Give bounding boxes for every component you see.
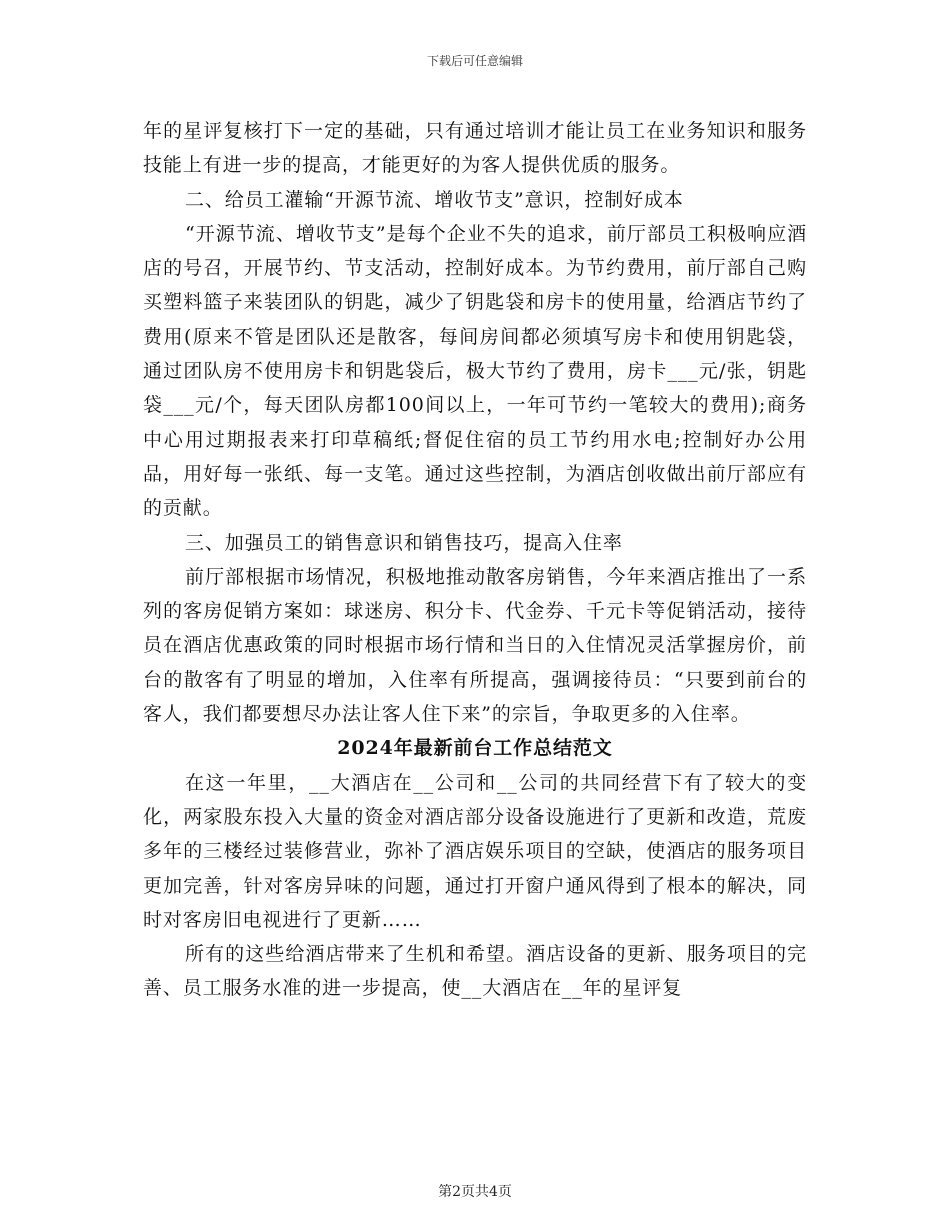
paragraph-continuation: 年的星评复核打下一定的基础，只有通过培训才能让员工在业务知识和服务技能上有进一步的提高，才能更好的为客人提供优质的服务。	[143, 120, 807, 177]
section-heading-3: 三、加强员工的销售意识和销售技巧，提高入住率	[185, 531, 623, 554]
paragraph-cost-control: “开源节流、增收节支”是每个企业不失的追求，前厅部员工积极响应酒店的号召，开展节约、节支活动，控制好成本。为节约费用，前厅部自己购买塑料篮子来装团队的钥匙，减少了钥匙袋和房卡的使用量，给酒店节约了费用(原来不管是团队还是散客，每间房间都必须填写房卡和使用钥匙袋，通过团队房不使用房卡和钥匙袋后，极大节约了费用，房卡___元/张，钥匙袋___元/个，每天团队房都100间以上，一年可节约一笔较大的费用);商务中心用过期报表来打印草稿纸;督促住宿的员工节约用水电;控制好办公用品，用好每一张纸、每一支笔。通过这些控制，为酒店创收做出前厅部应有的贡献。	[143, 222, 807, 520]
section-heading-2: 二、给员工灌输“开源节流、增收节支”意识，控制好成本	[185, 188, 684, 211]
page-footer: 第2页共4页	[438, 1184, 512, 1200]
document-title: 2024年最新前台工作总结范文	[337, 737, 613, 760]
paragraph-year-review: 在这一年里，__大酒店在__公司和__公司的共同经营下有了较大的变化，两家股东投入大量的资金对酒店部分设备设施进行了更新和改造，荒废多年的三楼经过装修营业，弥补了酒店娱乐项目的空缺，使酒店的服务项目更加完善，针对客房异味的问题，通过打开窗户通风得到了根本的解决，同时对客房旧电视进行了更新……	[143, 771, 807, 931]
page-header: 下载后可任意编辑	[426, 54, 523, 68]
paragraph-sales: 前厅部根据市场情况，积极地推动散客房销售，今年来酒店推出了一系列的客房促销方案如：球迷房、积分卡、代金券、千元卡等促销活动，接待员在酒店优惠政策的同时根据市场行情和当日的入住情况灵活掌握房价，前台的散客有了明显的增加，入住率有所提高，强调接待员：“只要到前台的客人，我们都要想尽办法让客人住下来”的宗旨，争取更多的入住率。	[143, 565, 807, 726]
paragraph-hope: 所有的这些给酒店带来了生机和希望。酒店设备的更新、服务项目的完善、员工服务水准的进一步提高，使__大酒店在__年的星评复	[143, 943, 807, 1000]
document-body	[143, 114, 807, 1006]
